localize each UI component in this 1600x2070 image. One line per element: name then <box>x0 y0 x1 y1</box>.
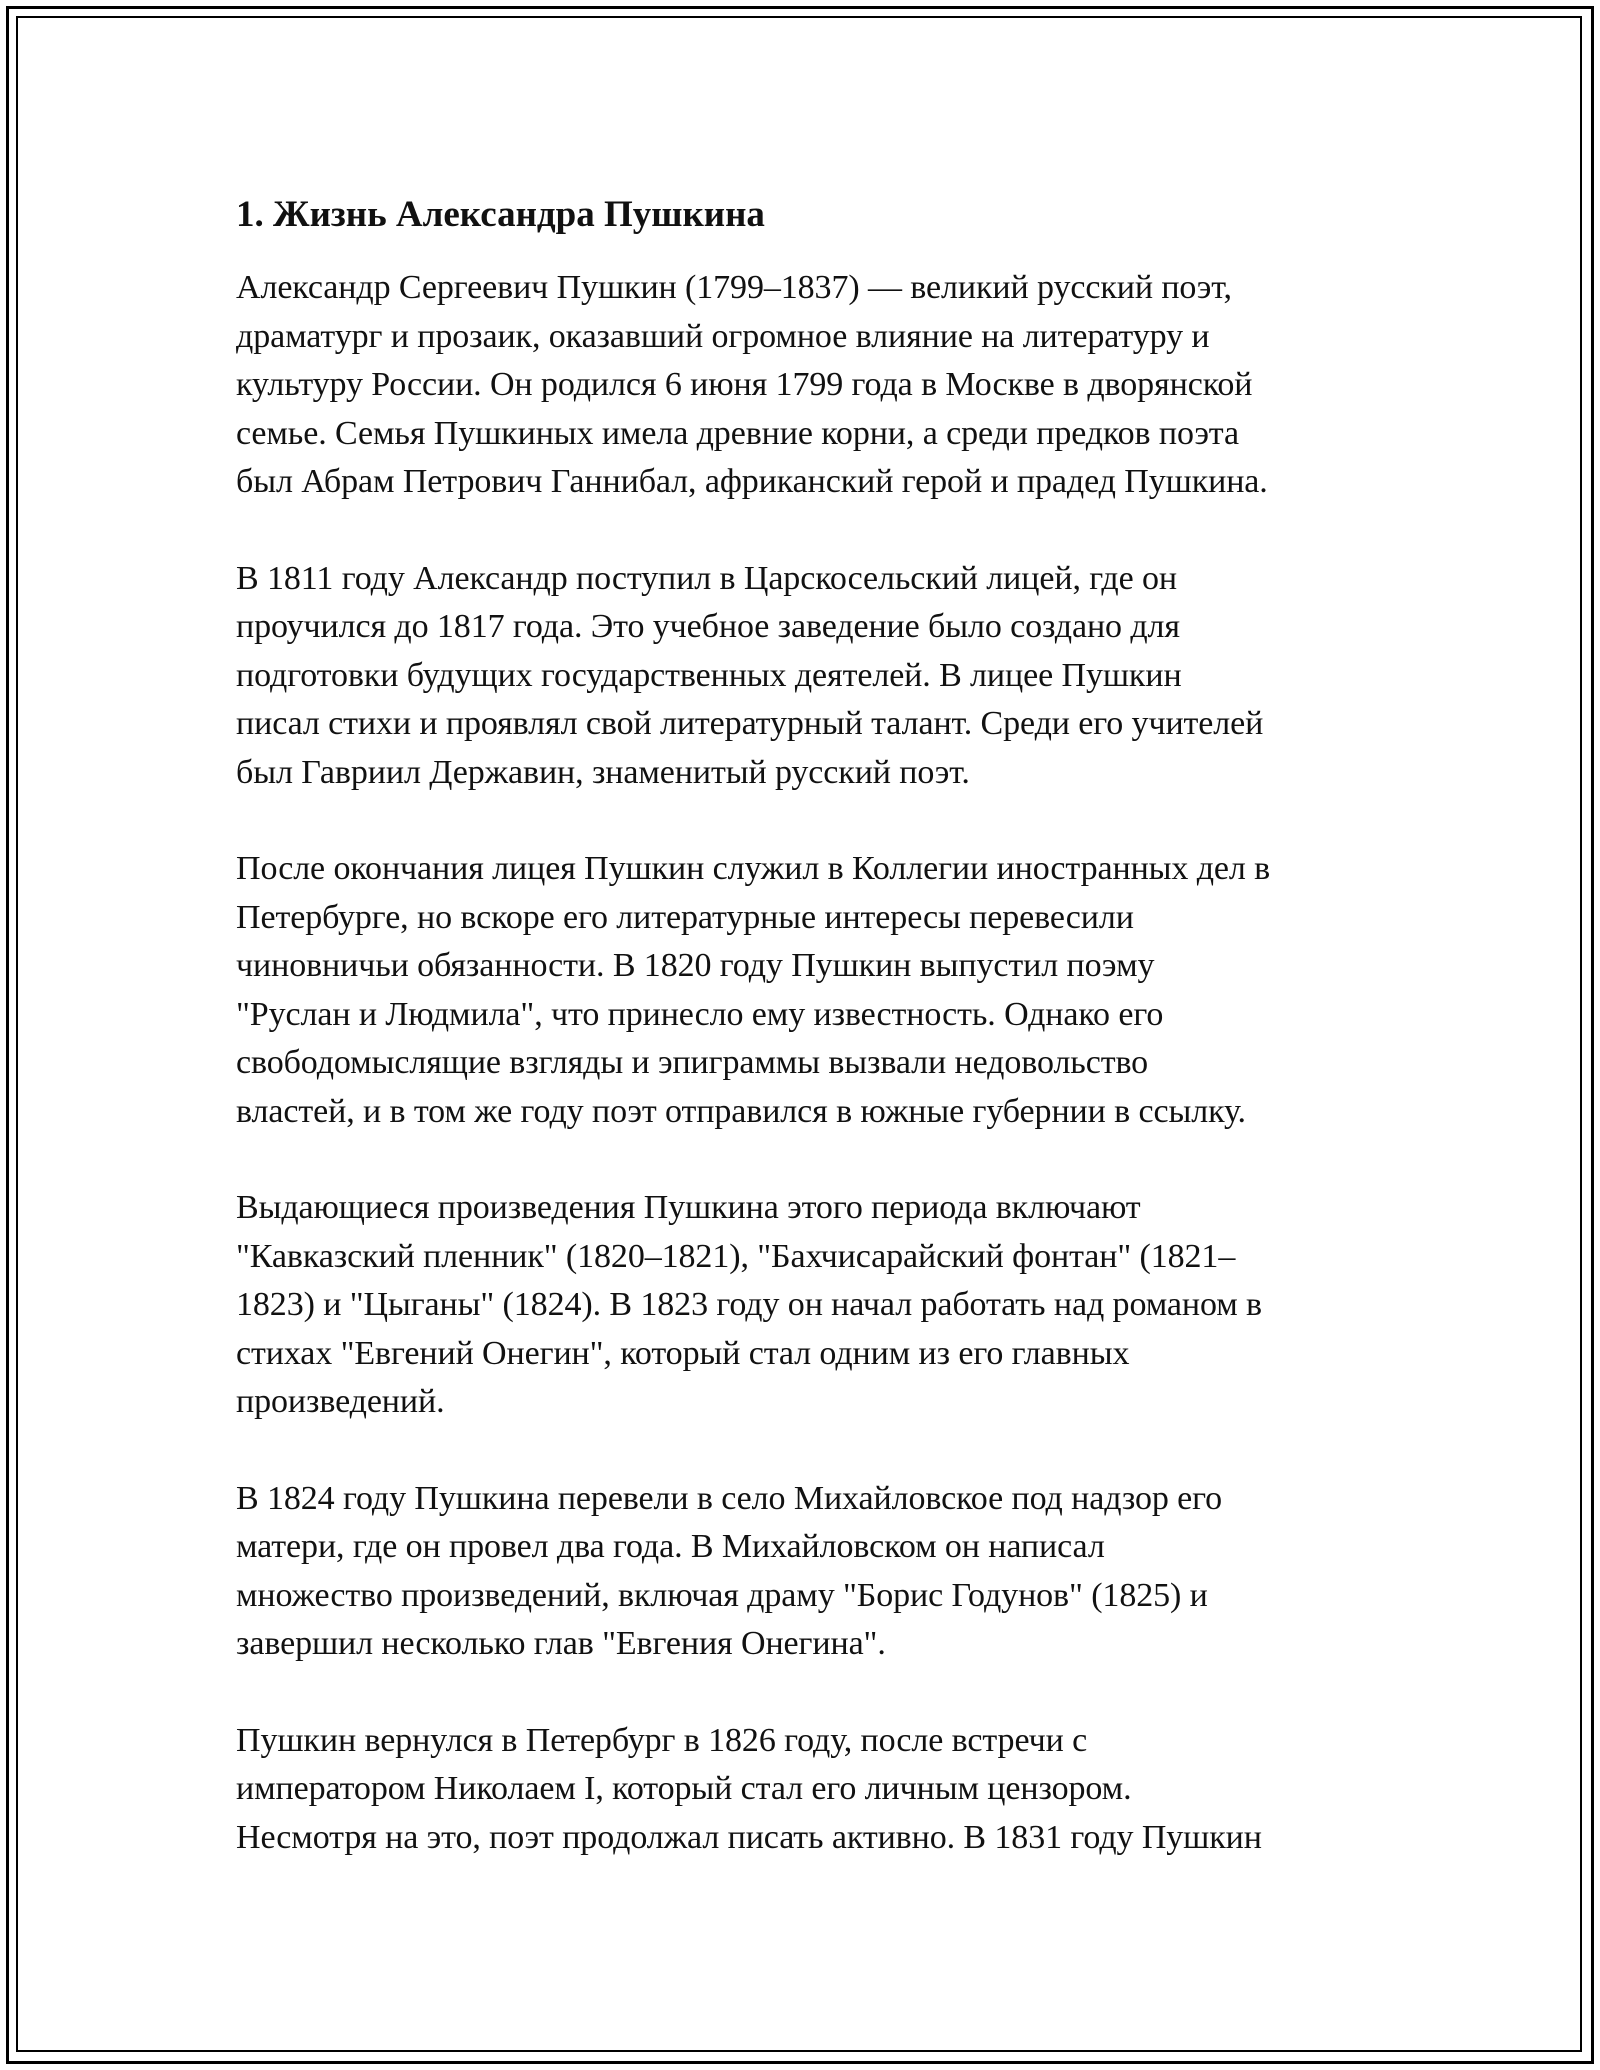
paragraph-3-line-5: свободомыслящие взгляды и эпиграммы вызвали недовольство <box>236 1044 1149 1081</box>
paragraph-3-line-4: "Руслан и Людмила", что принесло ему известность. Однако его <box>236 995 1164 1033</box>
paragraph-5-line-3: множество произведений, включая драму "Борис Годунов" (1825) и <box>236 1576 1208 1614</box>
paragraph-5-line-4: завершил несколько глав "Евгения Онегина". <box>236 1625 886 1662</box>
section-heading: 1. Жизнь Александра Пушкина <box>236 194 765 235</box>
paragraph-1-line-3: культуру России. Он родился 6 июня 1799 года в Москве в дворянской <box>236 366 1253 403</box>
paragraph-2-line-5: был Гавриил Державин, знаменитый русский поэт. <box>236 753 970 791</box>
paragraph-2 <box>236 555 1386 798</box>
paragraph-3-line-1: После окончания лицея Пушкин служил в Коллегии иностранных дел в <box>236 850 1271 887</box>
paragraph-5-line-2: матери, где он провел два года. В Михайловском он написал <box>236 1528 1105 1565</box>
paragraph-2-line-3: подготовки будущих государственных деятелей. В лицее Пушкин <box>236 656 1182 694</box>
paragraph-3 <box>236 845 1386 1136</box>
paragraph-2-line-4: писал стихи и проявлял свой литературный талант. Среди его учителей <box>236 705 1264 742</box>
paragraph-5-line-1: В 1824 году Пушкина перевели в село Михайловское под надзор его <box>236 1479 1223 1517</box>
paragraph-3-line-2: Петербурге, но вскоре его литературные интересы перевесили <box>236 898 1134 936</box>
paragraph-4-line-4: стихах "Евгений Онегин", который стал одним из его главных <box>236 1334 1130 1372</box>
paragraph-3-line-3: чиновничьи обязанности. В 1820 году Пушкин выпустил поэму <box>236 947 1155 984</box>
paragraph-2-line-2: проучился до 1817 года. Это учебное заведение было создано для <box>236 608 1180 645</box>
paragraph-1-line-5: был Абрам Петрович Ганнибал, африканский герой и прадед Пушкина. <box>236 463 1268 500</box>
paragraph-2-line-1: В 1811 году Александр поступил в Царскосельский лицей, где он <box>236 559 1177 597</box>
paragraph-1-line-1: Александр Сергеевич Пушкин (1799–1837) — великий русский поэт, <box>236 269 1232 306</box>
paragraph-1-line-2: драматург и прозаик, оказавший огромное влияние на литературу и <box>236 317 1210 355</box>
paragraph-4-line-2: "Кавказский пленник" (1820–1821), "Бахчисарайский фонтан" (1821– <box>236 1237 1236 1275</box>
paragraph-1 <box>236 264 1386 507</box>
paragraph-1-line-4: семье. Семья Пушкиных имела древние корни, а среди предков поэта <box>236 414 1239 452</box>
paragraph-4-line-1: Выдающиеся произведения Пушкина этого периода включают <box>236 1189 1141 1226</box>
paragraph-6-line-2: императором Николаем I, который стал его личным цензором. <box>236 1770 1132 1807</box>
paragraph-6-line-3: Несмотря на это, поэт продолжал писать активно. В 1831 году Пушкин <box>236 1818 1262 1856</box>
paragraph-4-line-3: 1823) и "Цыганы" (1824). В 1823 году он начал работать над романом в <box>236 1286 1262 1323</box>
paragraph-6-line-1: Пушкин вернулся в Петербург в 1826 году, после встречи с <box>236 1721 1088 1759</box>
paragraph-4-line-5: произведений. <box>236 1383 445 1420</box>
paragraph-4 <box>236 1184 1386 1427</box>
paragraph-5 <box>236 1475 1386 1669</box>
document-body <box>236 186 1386 1910</box>
paragraph-6 <box>236 1717 1386 1863</box>
paragraph-3-line-6: властей, и в том же году поэт отправился в южные губернии в ссылку. <box>236 1092 1246 1130</box>
